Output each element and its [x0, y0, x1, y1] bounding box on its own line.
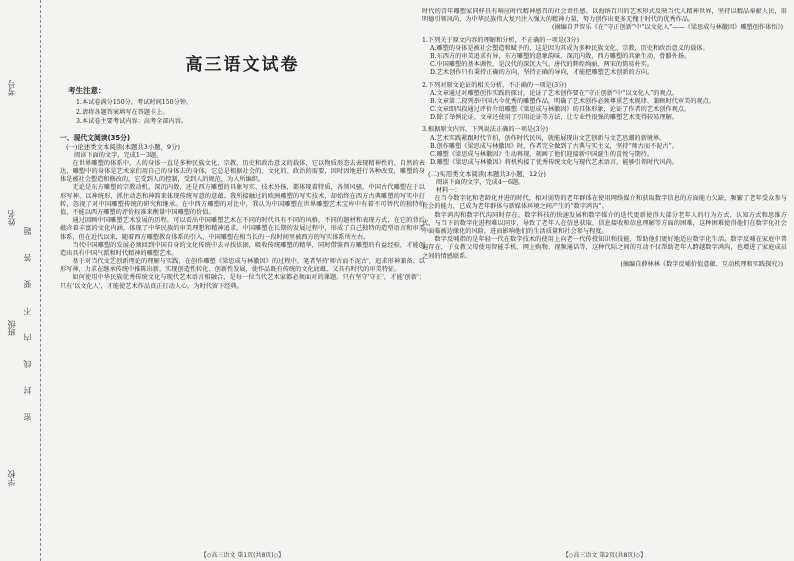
page-footer: 【◇高三语文 第1页(共8页)◇】	[200, 552, 285, 559]
option: A.雕塑的身体是被社会塑造和赋予的，这是因为其成为多种民族文化、宗教、历史和政治意义的载体。	[430, 44, 709, 52]
option: B.创作雕塑《梁思成与林徽因》时，作者完全做到了古典与实主义，坚持“师古而不泥古”。	[430, 142, 678, 150]
left-page	[60, 8, 425, 528]
option: D.雕塑《梁思成与林徽因》将机构接了优秀传统文化与现代艺术语言，能够引领时代风尚。	[430, 159, 679, 167]
passage-paragraph: 无论是东方雕塑的宗教动机、深沉内敛，还是西方雕塑的具象写实、技术外扬，都体现着特质，各领风骚，中国古代雕塑在于以形写神、以神统形，抓住动态和神韵来体现传统写意的意蕴。我所接触过的欧洲雕塑的写实技术，却始终在西方古典雕塑的写实中打转，忽视了对中国雕塑传统的研究和继承。在中西方雕塑的对比中，我认为中国雕塑在世界雕塑艺术宝库中有着不可替代的独特价值，不能以西方雕塑的评价标准来衡量中国雕塑的价值。	[60, 184, 425, 216]
right-page	[422, 8, 787, 528]
passage-paragraph: 在世界雕塑的体系中，人的身体一直是多种民族文化、宗教、历史和政治意义的载体，它以物质形态去表现精神性的、自然的表达，雕塑中的身体是艺术家们用自己的身体去的身体，它总是根据社会的、文化的、政治的需要，因时因地进行各种改变，雕塑的身体是被社会塑造和修改的，它受到人的控制，受到人的规范，为人所编织。	[60, 159, 425, 184]
notice-title: 考生注意：	[68, 86, 106, 96]
section-heading: 一、现代文阅读(35分)	[60, 134, 131, 143]
exam-number-field: 考号	[7, 80, 16, 96]
source-citation: (摘编自薛林林《数字反哺价值意蕴、互动机理和实践探究》)	[620, 260, 783, 268]
instruction: 阅读下面的文字，完成1～3题。	[74, 151, 163, 159]
notice-item: 3.本试卷主要考试内容：高考全部内容。	[76, 117, 188, 125]
school-field: 学校	[7, 470, 16, 486]
seal-line-text: 密 封 线 内 不 要 答 题	[23, 219, 32, 421]
option: C.中国雕塑的基本调性，是汉代的深沉大气、唐代的辉煌绚丽、两宋的简易朴实。	[430, 61, 654, 69]
page-title: 高三语文试卷	[185, 55, 300, 75]
question-stem: 1.下列关于原文内容的理解和分析，不正确的一项是(3分)	[422, 36, 579, 44]
option: C.文章即四段通过评价介绍雕塑《梁思成与林徽因》的具体形象，论证了作者的艺术创作观点。	[430, 106, 691, 114]
name-field: 姓名	[7, 210, 16, 226]
subsection-heading: (一)论述类文本阅读(本题共3小题，9分)	[66, 143, 180, 152]
option: C.雕塑《梁思成与林徽因》生动再现、刻画了他们迎接新中国诞生的喜悦与期待。	[430, 151, 654, 158]
option: B.文章第二段列举中国古今优秀的雕塑作品，明确了艺术创作必须尊重艺术规律、兼顾时代审美的观点。	[430, 97, 715, 105]
passage-paragraph: 如何使用中华民族优秀传统文化与现代艺术语言相融合，是每一位当代艺术家都必须面对的课题。只有坚守'守正'，才能'创新'；只有'以文化人'，才能使艺术作品真正打动人心，为时代留下经典。	[60, 274, 425, 290]
option: A.艺术实践紧跟时代节拍，创作时代民风，就能展现出文艺创新与文艺思潮的新境界。	[430, 134, 666, 142]
question	[422, 82, 787, 123]
option: D.艺术创作只有秉持正确的方向、坚持正确的导向，才能把雕塑艺术创新的方向。	[430, 69, 654, 77]
passage-paragraph: 时代的青年雕塑家同样具有响应时代精神感召的社会责任感。以海纳百川的艺术形式反映当代人精神世界，坚持以精品奉献人民，用明德引领风尚，为中华民族伟大复兴注入强大的精神力量，努力创作出更多无愧于时代的优秀作品。	[422, 8, 787, 24]
passage-paragraph: 基于对当代文艺创新理论的理解与实践，在创作雕塑《梁思成与林徽因》的过程中，笔者坚持'师古而不泥古'，追求形神兼备、以形写神，力求在继承传统中推陈出新，实现创造性转化、创新性发展，使作品既有传统的文化底蕴，又具有时代的审美特征。	[60, 258, 425, 274]
passage-paragraph: 在当今数字化和老龄化并进的时代，相对弱势的老年群体在使用网络媒介和获取数字信息的方面能力欠缺，频繁了老年受众参与社会的能力，已成为老年群体与新媒体环境之间产生的“数字鸿沟”。	[422, 195, 787, 211]
question	[422, 37, 787, 78]
class-field: 班级	[7, 320, 16, 336]
notice-item: 1.本试卷满分150分，考试时间150分钟。	[76, 99, 193, 107]
question-stem: 3.根据原文内容，下列说法正确的一项是(3分)	[422, 126, 549, 134]
passage-paragraph: 当代中国雕塑的发展必须回到中国自身的文化传统中去寻找依据，吸收传统雕塑的精华，同时借鉴西方雕塑的有益经验，才能创造出具有中国气派和时代精神的雕塑艺术。	[60, 241, 425, 257]
question-stem: 2.下列对原文论证的相关分析，不正确的一项是(3分)	[422, 81, 567, 89]
passage-paragraph: 数字反哺指的是年轻一代在数字技术的使用上向老一代传授知识和技能，帮助他们更好地适应数字化生活。数字反哺在家庭中普遍存在，子女教父母使用智能手机、网上购物、视频通话等，这种代际之间的互动不仅帮助老年人跨越数字鸿沟，也增进了家庭成员之间的情感联系。	[422, 236, 787, 260]
passage-paragraph: 数字鸿沟和数字代沟同时存在。数字科技的快速发展和数字媒介的迭代更新使得大部分老年人的行为方式、认知方式和思维方式，与当下的数字化进程难以同步，导致了老年人在信息获取、信息接收和信息理解等方面的困难，这种困难使得他们在数字化社会中面临被边缘化的风险，进而影响他们的生活质量和社会参与程度。	[422, 211, 787, 235]
option: D.除了举例论证，文章还使用了引用论证等方法，让专业性很强的雕塑艺术变得较易理解。	[430, 114, 679, 122]
instruction: 阅读下面的文字，完成4～6题。	[436, 178, 525, 186]
notice-item: 2.请将各题答案填写在答题卡上。	[76, 108, 169, 116]
option: A.文章通过对雕塑创作实践的探讨，论证了艺术创作要在“守正创新”中“以文化人”的观点。	[430, 89, 679, 97]
material-label: 材料一：	[436, 187, 461, 195]
source-citation: (摘编自尹智乐《在“守正创新”中“以文化人”——《梁思成与林徽因》雕塑创作体悟》)	[552, 24, 783, 32]
question	[422, 126, 787, 167]
option: B.东西方的审美追求有异，东方雕塑的意象韵味、深沉内敛，西方雕塑的具象生动、骨骼外扬。	[430, 52, 691, 60]
subsection-heading: (二)实用类文本阅读(本题共3小题，12分)	[428, 170, 547, 179]
binding-strip	[0, 0, 41, 561]
page-footer: 【◇高三语文 第2页(共8页)◇】	[562, 552, 647, 559]
passage-paragraph: 通过回顾中国雕塑艺术发展的历程，可以看出中国雕塑艺术在不同的时代具有不同的风格，不同的题材和表现方式，在它的背后蕴含着丰富的文化内涵，体现了中华民族的审美理想和精神追求。中国雕塑在长期的发展过程中，形成了自己独特的造型语言和审美体系，但在近代以来，随着西方雕塑教育体系的引入，中国雕塑在相当长的一段时间里被西方的写实体系所左右。	[60, 217, 425, 241]
